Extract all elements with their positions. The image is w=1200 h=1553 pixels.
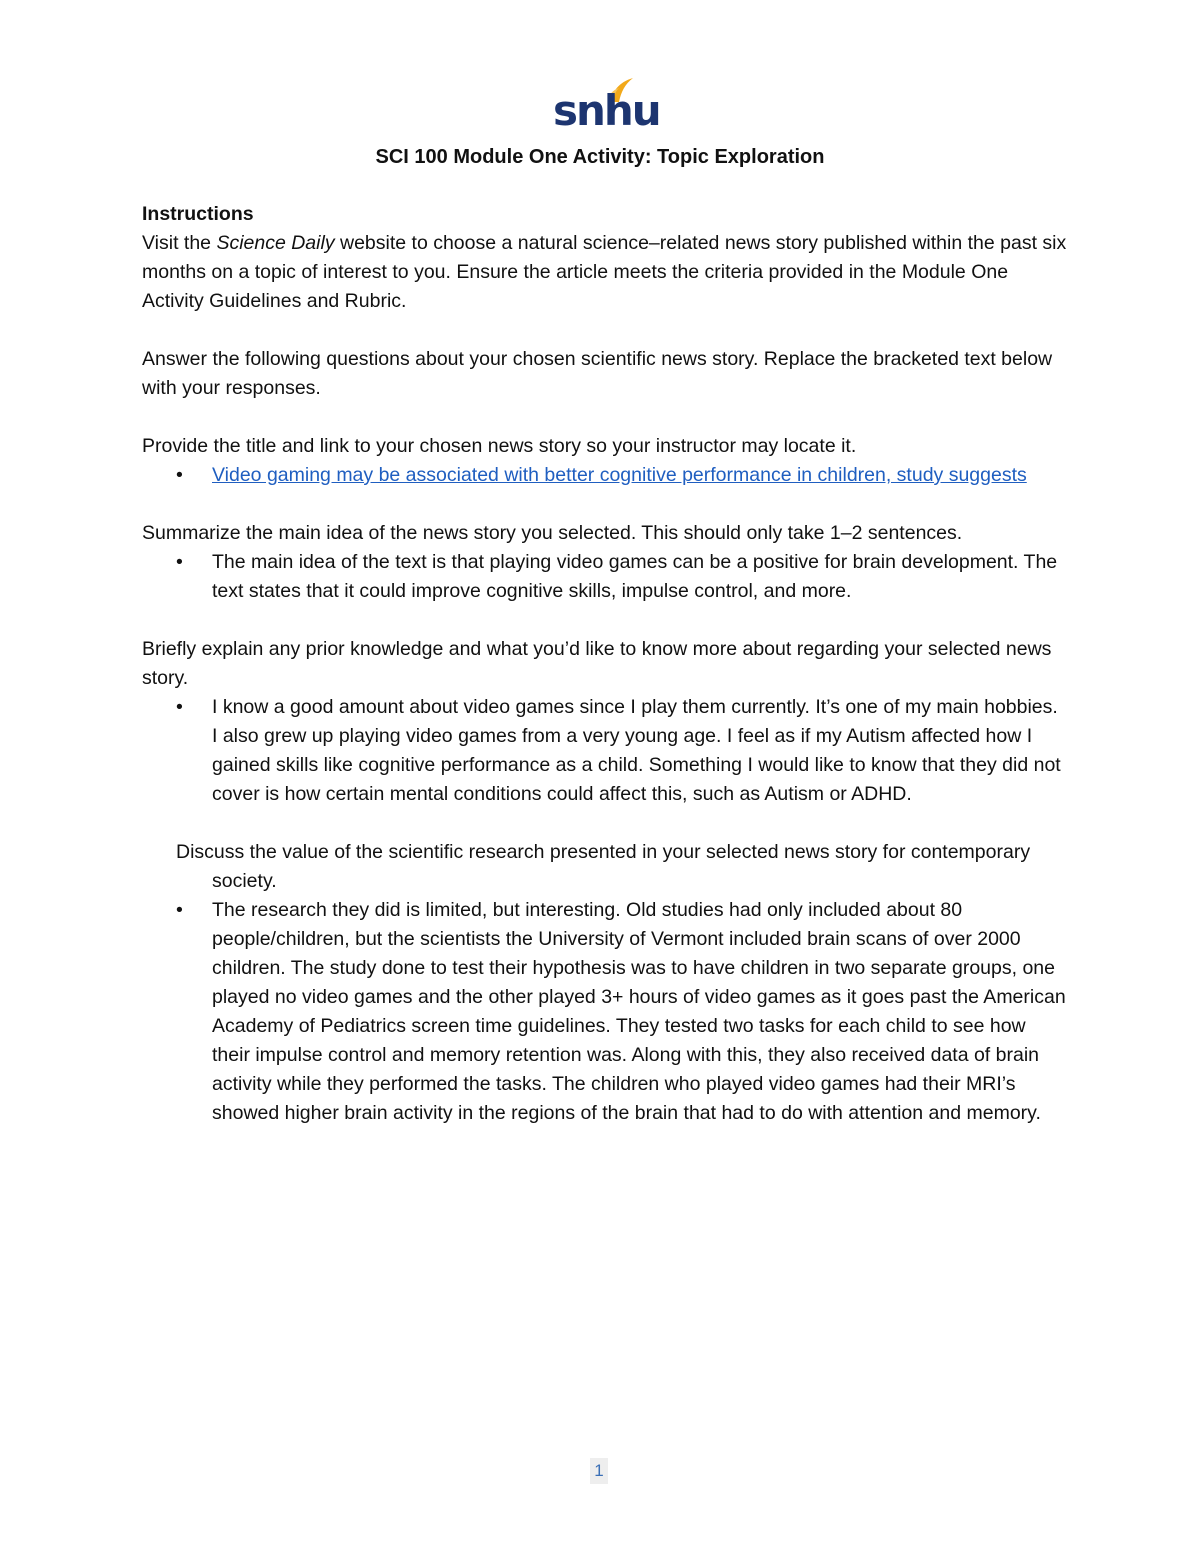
instructions-heading: Instructions (142, 203, 254, 225)
question-4-answer-list (142, 896, 1067, 1128)
bullet-icon: • (176, 696, 183, 718)
document-body (142, 200, 1067, 1128)
question-1-prompt: Provide the title and link to your chosen news story so your instructor may locate it. (142, 435, 857, 457)
question-1-answer-list (142, 461, 1067, 490)
question-3-answer-list (142, 693, 1067, 809)
question-2-answer: The main idea of the text is that playing video games can be a positive for brain development. The text states that it could improve cognitive skills, impulse control, and more. (212, 551, 1058, 602)
answer-instructions: Answer the following questions about your chosen scientific news story. Replace the bracketed text below with your responses. (142, 348, 1053, 399)
list-item (142, 693, 1067, 809)
logo-text: snhu (553, 86, 660, 135)
science-daily-name: Science Daily (216, 232, 335, 254)
list-item (142, 461, 1067, 490)
instructions-text-start: Visit the (142, 232, 217, 254)
bullet-icon: • (176, 464, 183, 486)
bullet-icon: • (176, 551, 183, 573)
news-story-link[interactable]: Video gaming may be associated with better cognitive performance in children, study suggests (212, 464, 1027, 486)
question-2-answer-list (142, 548, 1067, 606)
page-title: SCI 100 Module One Activity: Topic Exploration (375, 146, 825, 168)
bullet-icon: • (176, 899, 183, 921)
page-number: 1 (590, 1458, 608, 1484)
question-4-prompt: Discuss the value of the scientific research presented in your selected news story for contemporary society. (176, 841, 1031, 892)
instructions-paragraph (142, 229, 1067, 316)
instructions-text-end: website to choose a natural science–related news story published within the past six months on a topic of interest to you. Ensure the article meets the criteria provided in the Module One Activity Guidelines and Rubric. (142, 232, 1067, 312)
snhu-logo (553, 74, 660, 135)
list-item (142, 548, 1067, 606)
question-4-answer: The research they did is limited, but interesting. Old studies had only included about 80 people/children, but the scientists the University of Vermont included brain scans of over 2000 children. The study done to test their hypothesis was to have children in two separate groups, one played no video games and the other played 3+ hours of video games as it goes past the American Academy of Pediatrics screen time guidelines. They tested two tasks for each child to see how their impulse control and memory retention was. Along with this, they also received data of brain activity while they performed the tasks. The children who played video games had their MRI’s showed higher brain activity in the regions of the brain that had to do with attention and memory. (212, 899, 1066, 1124)
list-item (142, 896, 1067, 1128)
question-2-prompt: Summarize the main idea of the news story you selected. This should only take 1–2 sentences. (142, 522, 963, 544)
question-3-answer: I know a good amount about video games since I play them currently. It’s one of my main hobbies. I also grew up playing video games from a very young age. I feel as if my Autism affected how I gained skills like cognitive performance as a child. Something I would like to know that they did not cover is how certain mental conditions could affect this, such as Autism or ADHD. (212, 696, 1061, 805)
question-3-prompt: Briefly explain any prior knowledge and what you’d like to know more about regarding your selected news story. (142, 638, 1052, 689)
